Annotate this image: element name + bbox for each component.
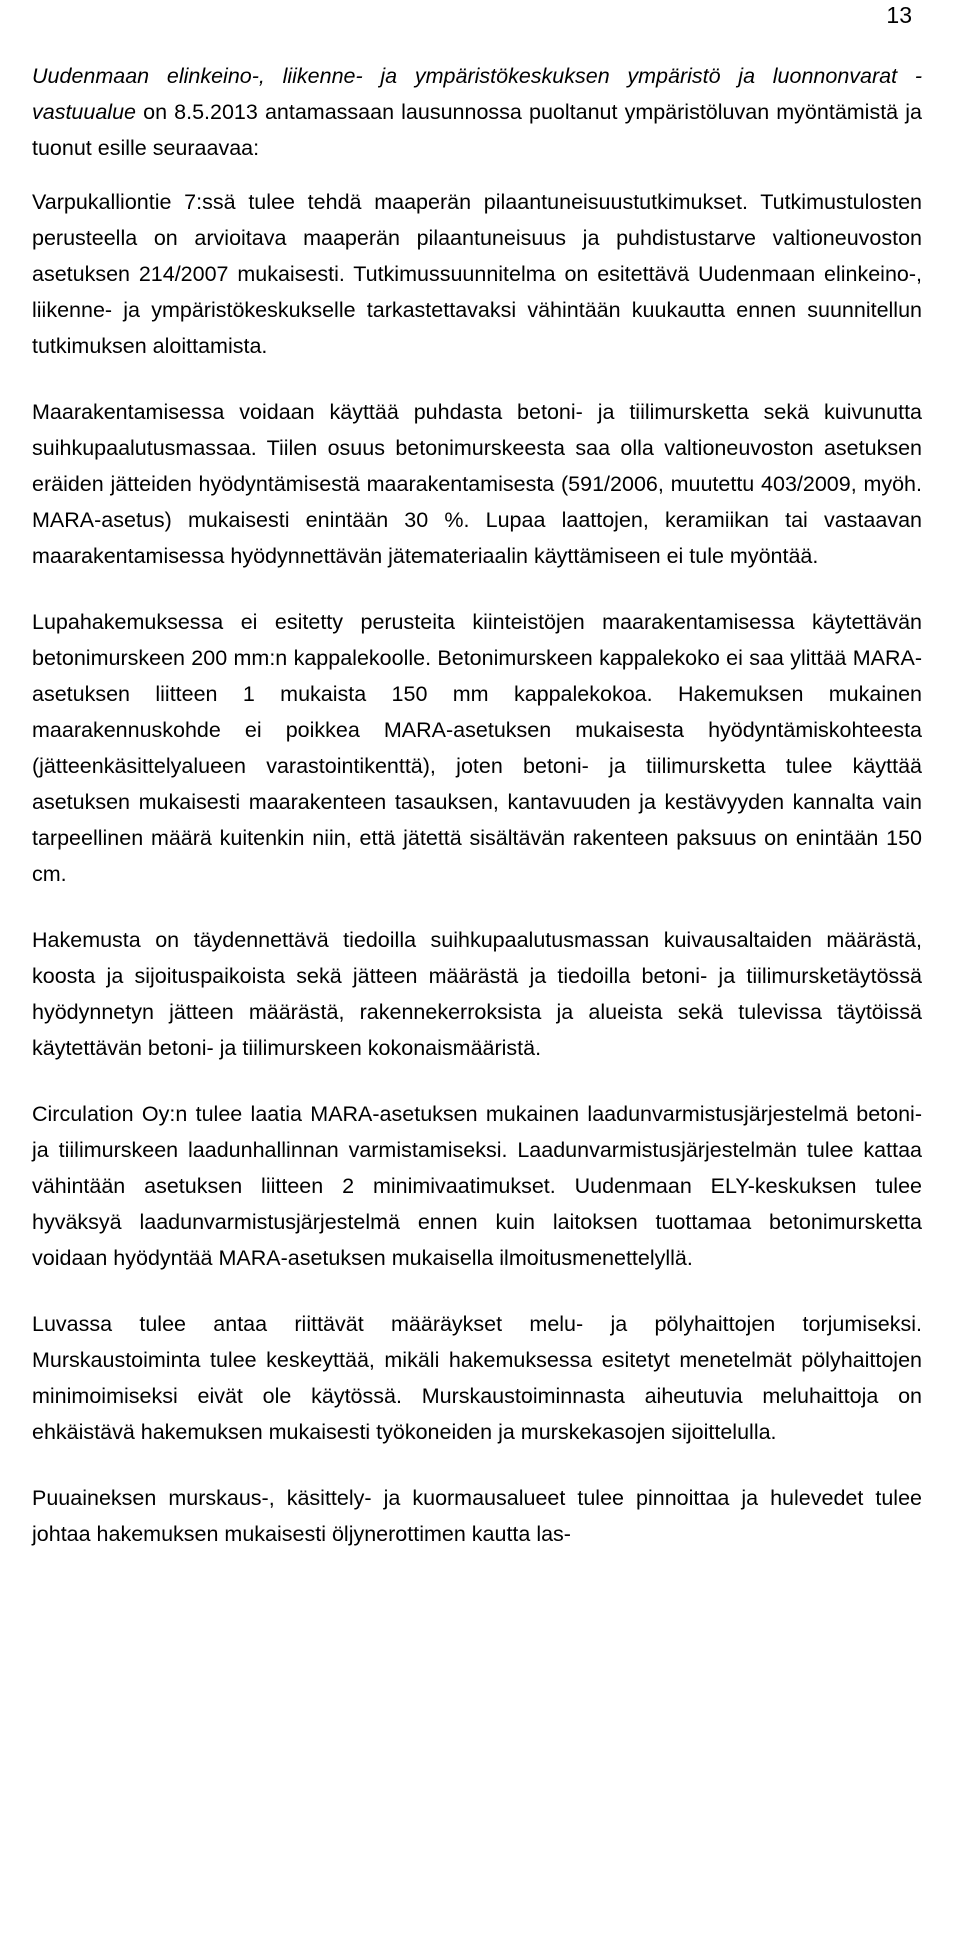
- paragraph-soil-survey: Varpukalliontie 7:ssä tulee tehdä maaperän pilaantuneisuustutkimukset. Tutkimustulosten perusteella on arvioitava maaperän pilaantuneisuus ja puhdistustarve valtioneuvoston asetuksen 214/2007 mukaisesti. Tutkimussuunnitelma on esitettävä Uudenmaan elinkeino-, liikenne- ja ympäristökeskukselle tarkastettavaksi vähintään kuukautta ennen suunnitellun tutkimuksen aloittamista.: [32, 190, 922, 358]
- paragraph-quality-assurance: Circulation Oy:n tulee laatia MARA-asetuksen mukainen laadunvarmistusjärjestelmä betoni- ja tiilimurskeen laadunhallinnan varmistamiseksi. Laadunvarmistusjärjestelmän tulee kattaa vähintään asetuksen liitteen 2 minimivaatimukset. Uudenmaan ELY-keskuksen tulee hyväksyä laadunvarmistusjärjestelmä ennen kuin laitoksen tuottamaa betonimursketta voidaan hyödyntää MARA-asetuksen mukaisella ilmoitusmenettelyllä.: [32, 1102, 922, 1270]
- intro-text: on 8.5.2013 antamassaan lausunnossa puoltanut ympäristöluvan myöntämistä ja tuonut esille seuraavaa:: [32, 100, 922, 160]
- authority-name: Uudenmaan elinkeino-, liikenne- ja ympäristökeskuksen ympäristö ja luonnonvarat -vastuualue: [32, 64, 922, 124]
- document-body: [32, 58, 922, 1552]
- paragraph-wood-crushing: Puuaineksen murskaus-, käsittely- ja kuormausalueet tulee pinnoittaa ja hulevedet tulee johtaa hakemuksen mukaisesti öljynerottimen kautta las-: [32, 1486, 922, 1546]
- paragraph-application-supplement: Hakemusta on täydennettävä tiedoilla suihkupaalutusmassan kuivausaltaiden määrästä, koosta ja sijoituspaikoista sekä jätteen määrästä ja tiedoilla betoni- ja tiilimursketäytössä hyödynnetyn jätteen määrästä, rakennekerroksista ja alueista sekä tulevissa täytöissä käytettävän betoni- ja tiilimurskeen kokonaismääristä.: [32, 928, 922, 1060]
- intro-paragraph: [32, 58, 922, 166]
- paragraph-crushed-concrete-use: Maarakentamisessa voidaan käyttää puhdasta betoni- ja tiilimursketta sekä kuivunutta suihkupaalutusmassaa. Tiilen osuus betonimurskeesta saa olla valtioneuvoston asetuksen eräiden jätteiden hyödyntämisestä maarakentamisesta (591/2006, muutettu 403/2009, myöh. MARA-asetus) mukaisesti enintään 30 %. Lupaa laattojen, keramiikan tai vastaavan maarakentamisessa hyödynnettävän jätemateriaalin käyttämiseen ei tule myöntää.: [32, 400, 922, 568]
- paragraph-noise-dust: Luvassa tulee antaa riittävät määräykset melu- ja pölyhaittojen torjumiseksi. Murskaustoiminta tulee keskeyttää, mikäli hakemuksessa esitetyt menetelmät pölyhaittojen minimoimiseksi eivät ole käytössä. Murskaustoiminnasta aiheutuvia meluhaittoja on ehkäistävä hakemuksen mukaisesti työkoneiden ja murskekasojen sijoittelulla.: [32, 1312, 922, 1444]
- page-number: 13: [886, 2, 912, 28]
- paragraph-piece-size: Lupahakemuksessa ei esitetty perusteita kiinteistöjen maarakentamisessa käytettävän betonimurskeen 200 mm:n kappalekoolle. Betonimurskeen kappalekoko ei saa ylittää MARA-asetuksen liitteen 1 mukaista 150 mm kappalekokoa. Hakemuksen mukainen maarakennuskohde ei poikkea MARA-asetuksen mukaisesta hyödyntämiskohteesta (jätteenkäsittelyalueen varastointikenttä), joten betoni- ja tiilimursketta tulee käyttää asetuksen mukaisesti maarakenteen tasauksen, kantavuuden ja kestävyyden kannalta vain tarpeellinen määrä kuitenkin niin, että jätettä sisältävän rakenteen paksuus on enintään 150 cm.: [32, 610, 922, 886]
